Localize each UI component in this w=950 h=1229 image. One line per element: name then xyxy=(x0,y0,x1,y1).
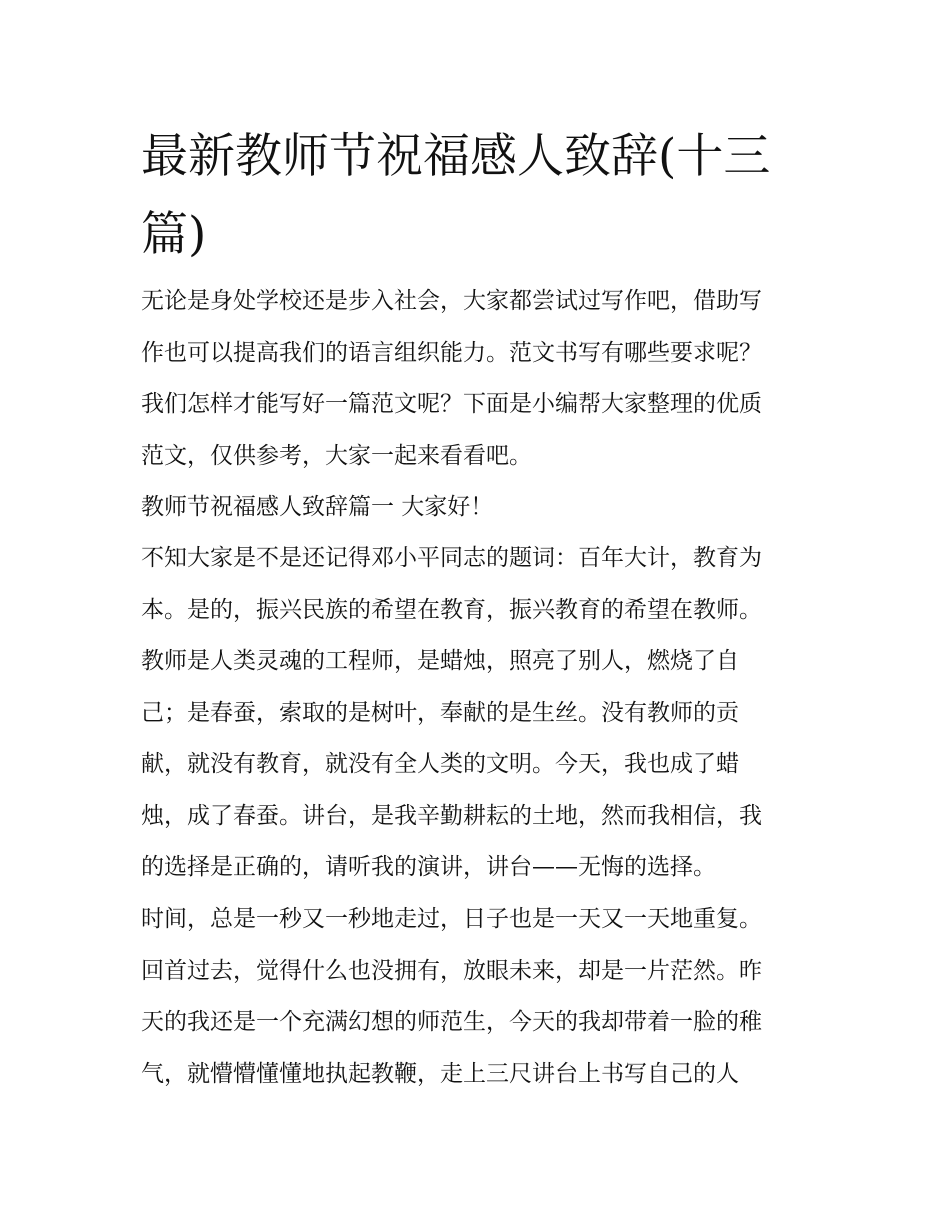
text-line: 无论是身处学校还是步入社会，大家都尝试过写作吧，借助写 xyxy=(141,288,762,314)
text-line: 己；是春蚕，索取的是树叶，奉献的是生丝。没有教师的贡 xyxy=(141,699,739,726)
text-line: 时间，总是一秒又一秒地走过，日子也是一天又一天地重复。 xyxy=(141,906,762,932)
text-line: 回首过去，觉得什么也没拥有，放眼未来，却是一片茫然。昨 xyxy=(141,957,762,984)
text-line: 气，就懵懵懂懂地执起教鞭，走上三尺讲台上书写自己的人 xyxy=(141,1060,739,1087)
text-line: 不知大家是不是还记得邓小平同志的题词：百年大计，教育为 xyxy=(141,545,762,571)
document-title xyxy=(141,118,813,274)
title-line: 篇) xyxy=(141,207,207,262)
text-line: 天的我还是一个充满幻想的师范生，今天的我却带着一脸的稚 xyxy=(141,1009,762,1035)
text-line: 范文，仅供参考，大家一起来看看吧。 xyxy=(141,442,532,469)
text-line: 的选择是正确的，请听我的演讲，讲台——无悔的选择。 xyxy=(141,854,716,880)
body-paragraph-2 xyxy=(141,894,813,1100)
text-line: 献，就没有教育，就没有全人类的文明。今天，我也成了蜡 xyxy=(141,751,739,777)
text-line: 烛，成了春蚕。讲台，是我辛勤耕耘的土地，然而我相信，我 xyxy=(141,802,762,829)
body-paragraph-1 xyxy=(141,533,813,894)
intro-paragraph xyxy=(141,276,813,482)
text-line: 本。是的，振兴民族的希望在教育，振兴教育的希望在教师。 xyxy=(141,596,762,623)
text-line: 作也可以提高我们的语言组织能力。范文书写有哪些要求呢？ xyxy=(141,339,762,366)
section-heading xyxy=(141,482,813,534)
title-line: 最新教师节祝福感人致辞(十三 xyxy=(141,129,771,184)
text-line: 教师是人类灵魂的工程师，是蜡烛，照亮了别人，燃烧了自 xyxy=(141,648,739,674)
text-line: 教师节祝福感人致辞篇一 大家好！ xyxy=(141,494,494,520)
text-line: 我们怎样才能写好一篇范文呢？下面是小编帮大家整理的优质 xyxy=(141,391,762,417)
